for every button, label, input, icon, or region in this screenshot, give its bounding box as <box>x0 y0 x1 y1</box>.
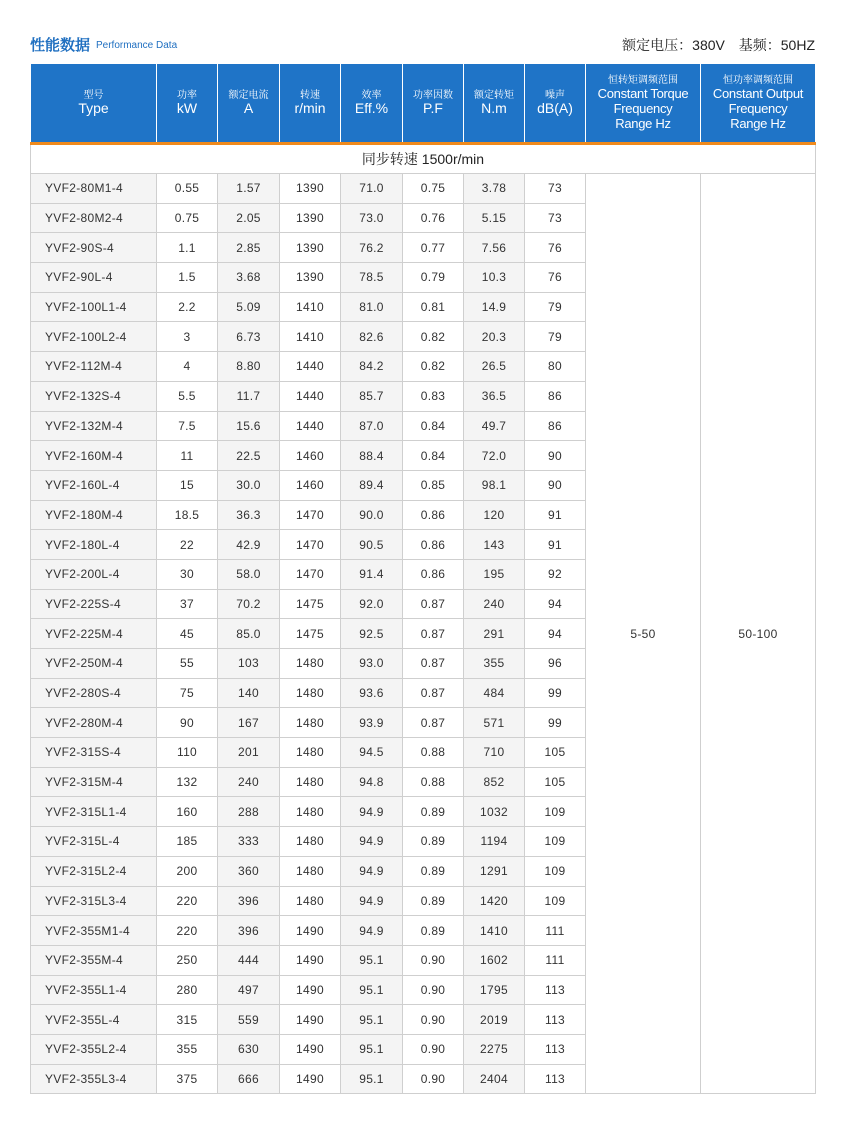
col-header-speed: 转速 r/min <box>280 64 341 144</box>
table-cell: 94 <box>525 589 586 619</box>
col-header-power-factor: 功率因数 P.F <box>403 64 464 144</box>
table-cell: 0.77 <box>403 233 464 263</box>
table-cell: YVF2-225S-4 <box>31 589 157 619</box>
table-cell: 1470 <box>280 559 341 589</box>
table-cell: 132 <box>157 767 218 797</box>
table-cell: 72.0 <box>464 441 525 471</box>
table-cell: YVF2-355M-4 <box>31 945 157 975</box>
table-cell: 2.85 <box>218 233 280 263</box>
table-cell: 5.5 <box>157 381 218 411</box>
table-cell: 0.89 <box>403 916 464 946</box>
table-cell: 70.2 <box>218 589 280 619</box>
table-cell: 84.2 <box>341 352 403 382</box>
table-cell: 95.1 <box>341 975 403 1005</box>
table-cell: 0.86 <box>403 530 464 560</box>
table-cell: 113 <box>525 1005 586 1035</box>
table-cell: 45 <box>157 619 218 649</box>
table-cell: 55 <box>157 649 218 679</box>
table-cell: YVF2-250M-4 <box>31 649 157 679</box>
col-header-constant-output-range: 恒功率调频范围 Constant Output Frequency Range Hz <box>701 64 816 144</box>
table-cell: YVF2-132S-4 <box>31 381 157 411</box>
table-cell: 73 <box>525 174 586 204</box>
table-cell: 2404 <box>464 1064 525 1094</box>
table-cell: 73.0 <box>341 203 403 233</box>
table-cell: 91.4 <box>341 559 403 589</box>
table-cell: 1480 <box>280 649 341 679</box>
table-cell: 0.90 <box>403 1064 464 1094</box>
table-cell: 30.0 <box>218 470 280 500</box>
table-cell: 2275 <box>464 1034 525 1064</box>
table-cell: 91 <box>525 500 586 530</box>
table-cell: 1.5 <box>157 263 218 293</box>
table-cell: 1390 <box>280 174 341 204</box>
col-header-constant-torque-range: 恒转矩调频范围 Constant Torque Frequency Range Hz <box>586 64 701 144</box>
table-cell: 1490 <box>280 945 341 975</box>
table-cell: 86 <box>525 381 586 411</box>
table-cell: YVF2-80M1-4 <box>31 174 157 204</box>
table-cell: 200 <box>157 856 218 886</box>
table-cell: 1440 <box>280 352 341 382</box>
table-cell: 375 <box>157 1064 218 1094</box>
table-cell: 333 <box>218 827 280 857</box>
table-cell: 94.8 <box>341 767 403 797</box>
table-cell: 90 <box>525 441 586 471</box>
table-cell: 1470 <box>280 500 341 530</box>
table-cell: 1390 <box>280 203 341 233</box>
table-cell: 1795 <box>464 975 525 1005</box>
table-cell: 396 <box>218 886 280 916</box>
table-cell: 1460 <box>280 470 341 500</box>
constant-output-range-value: 50-100 <box>701 174 816 1094</box>
col-header-type: 型号 Type <box>31 64 157 144</box>
table-cell: 15.6 <box>218 411 280 441</box>
table-cell: 1440 <box>280 411 341 441</box>
table-cell: 185 <box>157 827 218 857</box>
table-cell: 355 <box>157 1034 218 1064</box>
table-cell: YVF2-280M-4 <box>31 708 157 738</box>
table-cell: 2.05 <box>218 203 280 233</box>
page-title-cn: 性能数据 <box>30 37 91 54</box>
table-cell: YVF2-225M-4 <box>31 619 157 649</box>
table-cell: 95.1 <box>341 1005 403 1035</box>
table-cell: 1440 <box>280 381 341 411</box>
table-cell: 1480 <box>280 678 341 708</box>
table-cell: 94.9 <box>341 916 403 946</box>
table-cell: 110 <box>157 738 218 768</box>
table-cell: 0.79 <box>403 263 464 293</box>
table-cell: 220 <box>157 916 218 946</box>
table-cell: 76 <box>525 263 586 293</box>
table-cell: 22.5 <box>218 441 280 471</box>
table-cell: 76.2 <box>341 233 403 263</box>
table-cell: 0.90 <box>403 1005 464 1035</box>
constant-torque-range-value: 5-50 <box>586 174 701 1094</box>
table-cell: 8.80 <box>218 352 280 382</box>
table-cell: 93.6 <box>341 678 403 708</box>
table-cell: 94.9 <box>341 797 403 827</box>
table-cell: 1480 <box>280 767 341 797</box>
table-cell: YVF2-280S-4 <box>31 678 157 708</box>
table-cell: 103 <box>218 649 280 679</box>
table-cell: YVF2-315L-4 <box>31 827 157 857</box>
col-header-noise: 噪声 dB(A) <box>525 64 586 144</box>
table-cell: 1490 <box>280 1005 341 1035</box>
table-cell: 1480 <box>280 708 341 738</box>
table-cell: 88.4 <box>341 441 403 471</box>
table-cell: 0.55 <box>157 174 218 204</box>
table-cell: 18.5 <box>157 500 218 530</box>
table-cell: 80 <box>525 352 586 382</box>
table-cell: 571 <box>464 708 525 738</box>
table-cell: 120 <box>464 500 525 530</box>
table-cell: 0.81 <box>403 292 464 322</box>
table-cell: 90.0 <box>341 500 403 530</box>
table-cell: 0.85 <box>403 470 464 500</box>
table-cell: 90 <box>525 470 586 500</box>
table-cell: 91 <box>525 530 586 560</box>
table-cell: 99 <box>525 678 586 708</box>
table-cell: 111 <box>525 945 586 975</box>
table-cell: 109 <box>525 797 586 827</box>
table-cell: 0.90 <box>403 975 464 1005</box>
table-cell: 1490 <box>280 975 341 1005</box>
table-cell: 1480 <box>280 797 341 827</box>
performance-table <box>30 63 816 1094</box>
table-cell: 1480 <box>280 738 341 768</box>
table-cell: 0.75 <box>403 174 464 204</box>
table-cell: 37 <box>157 589 218 619</box>
table-cell: 1490 <box>280 1034 341 1064</box>
table-cell: 559 <box>218 1005 280 1035</box>
table-cell: 143 <box>464 530 525 560</box>
table-cell: 0.89 <box>403 886 464 916</box>
table-cell: 288 <box>218 797 280 827</box>
table-cell: 240 <box>464 589 525 619</box>
table-cell: 94.9 <box>341 856 403 886</box>
table-cell: 2.2 <box>157 292 218 322</box>
table-cell: 92 <box>525 559 586 589</box>
table-cell: 0.87 <box>403 619 464 649</box>
rated-voltage: 额定电压：380V <box>622 37 725 53</box>
table-cell: 90.5 <box>341 530 403 560</box>
table-cell: 11.7 <box>218 381 280 411</box>
table-cell: YVF2-100L1-4 <box>31 292 157 322</box>
table-cell: YVF2-180M-4 <box>31 500 157 530</box>
table-cell: 0.87 <box>403 708 464 738</box>
table-cell: 0.82 <box>403 352 464 382</box>
table-cell: 95.1 <box>341 945 403 975</box>
table-cell: YVF2-355L-4 <box>31 1005 157 1035</box>
table-cell: 0.88 <box>403 767 464 797</box>
table-cell: 14.9 <box>464 292 525 322</box>
page-header <box>30 32 815 56</box>
table-cell: 0.84 <box>403 441 464 471</box>
table-cell: YVF2-90L-4 <box>31 263 157 293</box>
table-cell: 710 <box>464 738 525 768</box>
table-cell: 0.89 <box>403 797 464 827</box>
table-cell: 86 <box>525 411 586 441</box>
table-cell: 201 <box>218 738 280 768</box>
table-cell: YVF2-100L2-4 <box>31 322 157 352</box>
table-cell: 92.5 <box>341 619 403 649</box>
table-cell: 105 <box>525 767 586 797</box>
table-cell: 0.90 <box>403 1034 464 1064</box>
table-cell: 220 <box>157 886 218 916</box>
table-cell: 26.5 <box>464 352 525 382</box>
table-cell: 0.87 <box>403 589 464 619</box>
table-cell: 1194 <box>464 827 525 857</box>
table-cell: 1490 <box>280 916 341 946</box>
table-cell: 89.4 <box>341 470 403 500</box>
table-cell: 85.0 <box>218 619 280 649</box>
table-cell: 360 <box>218 856 280 886</box>
table-cell: 1410 <box>280 322 341 352</box>
table-cell: 36.3 <box>218 500 280 530</box>
table-cell: 1480 <box>280 856 341 886</box>
table-cell: 79 <box>525 292 586 322</box>
table-cell: 0.84 <box>403 411 464 441</box>
table-cell: 497 <box>218 975 280 1005</box>
table-cell: YVF2-160L-4 <box>31 470 157 500</box>
table-cell: 99 <box>525 708 586 738</box>
table-cell: 315 <box>157 1005 218 1035</box>
table-cell: YVF2-180L-4 <box>31 530 157 560</box>
table-cell: 10.3 <box>464 263 525 293</box>
table-cell: 3 <box>157 322 218 352</box>
table-cell: 1602 <box>464 945 525 975</box>
rating-info <box>612 35 815 55</box>
table-cell: YVF2-355L2-4 <box>31 1034 157 1064</box>
table-cell: YVF2-315M-4 <box>31 767 157 797</box>
table-cell: YVF2-200L-4 <box>31 559 157 589</box>
table-cell: 30 <box>157 559 218 589</box>
table-cell: 71.0 <box>341 174 403 204</box>
table-cell: 113 <box>525 975 586 1005</box>
table-cell: 42.9 <box>218 530 280 560</box>
table-cell: 85.7 <box>341 381 403 411</box>
table-cell: 852 <box>464 767 525 797</box>
table-cell: 22 <box>157 530 218 560</box>
table-cell: 49.7 <box>464 411 525 441</box>
table-cell: YVF2-315L2-4 <box>31 856 157 886</box>
table-cell: 87.0 <box>341 411 403 441</box>
table-cell: 95.1 <box>341 1064 403 1094</box>
table-cell: 20.3 <box>464 322 525 352</box>
table-cell: YVF2-315S-4 <box>31 738 157 768</box>
table-cell: YVF2-160M-4 <box>31 441 157 471</box>
table-cell: 82.6 <box>341 322 403 352</box>
table-cell: 1390 <box>280 263 341 293</box>
table-cell: 58.0 <box>218 559 280 589</box>
table-cell: 7.5 <box>157 411 218 441</box>
table-cell: 75 <box>157 678 218 708</box>
sync-speed-label: 同步转速 1500r/min <box>31 144 816 174</box>
table-cell: YVF2-355L3-4 <box>31 1064 157 1094</box>
table-header-row <box>31 64 816 144</box>
table-cell: 0.75 <box>157 203 218 233</box>
table-row <box>31 174 816 204</box>
table-cell: 1480 <box>280 827 341 857</box>
table-cell: 0.89 <box>403 827 464 857</box>
table-cell: YVF2-112M-4 <box>31 352 157 382</box>
col-header-efficiency: 效率 Eff.% <box>341 64 403 144</box>
table-cell: 1410 <box>280 292 341 322</box>
table-cell: 36.5 <box>464 381 525 411</box>
table-cell: 1490 <box>280 1064 341 1094</box>
table-cell: 0.86 <box>403 500 464 530</box>
table-cell: 0.87 <box>403 649 464 679</box>
table-cell: 5.09 <box>218 292 280 322</box>
table-cell: 109 <box>525 827 586 857</box>
table-cell: 1390 <box>280 233 341 263</box>
table-cell: 0.82 <box>403 322 464 352</box>
col-header-power: 功率 kW <box>157 64 218 144</box>
table-cell: YVF2-355L1-4 <box>31 975 157 1005</box>
table-cell: 109 <box>525 886 586 916</box>
table-cell: 93.9 <box>341 708 403 738</box>
table-cell: 78.5 <box>341 263 403 293</box>
table-cell: 1470 <box>280 530 341 560</box>
table-cell: 167 <box>218 708 280 738</box>
table-cell: 7.56 <box>464 233 525 263</box>
table-cell: 1410 <box>464 916 525 946</box>
table-cell: 15 <box>157 470 218 500</box>
table-cell: 484 <box>464 678 525 708</box>
table-cell: 4 <box>157 352 218 382</box>
table-cell: 1475 <box>280 589 341 619</box>
table-cell: 3.68 <box>218 263 280 293</box>
sync-speed-row <box>31 144 816 174</box>
table-cell: 1480 <box>280 886 341 916</box>
table-cell: 0.89 <box>403 856 464 886</box>
table-cell: 195 <box>464 559 525 589</box>
table-cell: YVF2-355M1-4 <box>31 916 157 946</box>
table-cell: 140 <box>218 678 280 708</box>
table-cell: 0.90 <box>403 945 464 975</box>
table-cell: YVF2-315L1-4 <box>31 797 157 827</box>
table-cell: 94 <box>525 619 586 649</box>
table-cell: 94.5 <box>341 738 403 768</box>
table-cell: 96 <box>525 649 586 679</box>
table-cell: 95.1 <box>341 1034 403 1064</box>
table-cell: 94.9 <box>341 827 403 857</box>
table-cell: 250 <box>157 945 218 975</box>
table-cell: YVF2-80M2-4 <box>31 203 157 233</box>
table-cell: 113 <box>525 1064 586 1094</box>
table-cell: 79 <box>525 322 586 352</box>
table-cell: 11 <box>157 441 218 471</box>
table-cell: 1460 <box>280 441 341 471</box>
table-cell: 630 <box>218 1034 280 1064</box>
table-cell: YVF2-132M-4 <box>31 411 157 441</box>
table-cell: 0.88 <box>403 738 464 768</box>
table-cell: 92.0 <box>341 589 403 619</box>
table-cell: 94.9 <box>341 886 403 916</box>
table-cell: 3.78 <box>464 174 525 204</box>
table-cell: 76 <box>525 233 586 263</box>
table-cell: 0.83 <box>403 381 464 411</box>
table-cell: 1475 <box>280 619 341 649</box>
table-cell: 93.0 <box>341 649 403 679</box>
table-cell: 105 <box>525 738 586 768</box>
page-title-en: Performance Data <box>96 40 178 51</box>
table-cell: 355 <box>464 649 525 679</box>
table-cell: 90 <box>157 708 218 738</box>
table-cell: 396 <box>218 916 280 946</box>
table-cell: 2019 <box>464 1005 525 1035</box>
table-cell: YVF2-315L3-4 <box>31 886 157 916</box>
table-cell: 81.0 <box>341 292 403 322</box>
table-cell: 6.73 <box>218 322 280 352</box>
table-cell: 73 <box>525 203 586 233</box>
table-cell: 0.87 <box>403 678 464 708</box>
table-cell: 1420 <box>464 886 525 916</box>
table-cell: 1.1 <box>157 233 218 263</box>
table-cell: 666 <box>218 1064 280 1094</box>
table-cell: 5.15 <box>464 203 525 233</box>
table-cell: 0.76 <box>403 203 464 233</box>
table-cell: YVF2-90S-4 <box>31 233 157 263</box>
table-cell: 280 <box>157 975 218 1005</box>
col-header-current: 额定电流 A <box>218 64 280 144</box>
table-cell: 1.57 <box>218 174 280 204</box>
table-cell: 98.1 <box>464 470 525 500</box>
table-cell: 444 <box>218 945 280 975</box>
table-cell: 111 <box>525 916 586 946</box>
table-cell: 1032 <box>464 797 525 827</box>
base-frequency: 基频：50HZ <box>738 37 815 53</box>
col-header-torque: 额定转矩 N.m <box>464 64 525 144</box>
table-cell: 240 <box>218 767 280 797</box>
table-cell: 291 <box>464 619 525 649</box>
table-cell: 1291 <box>464 856 525 886</box>
table-cell: 160 <box>157 797 218 827</box>
table-cell: 0.86 <box>403 559 464 589</box>
table-cell: 109 <box>525 856 586 886</box>
table-cell: 113 <box>525 1034 586 1064</box>
